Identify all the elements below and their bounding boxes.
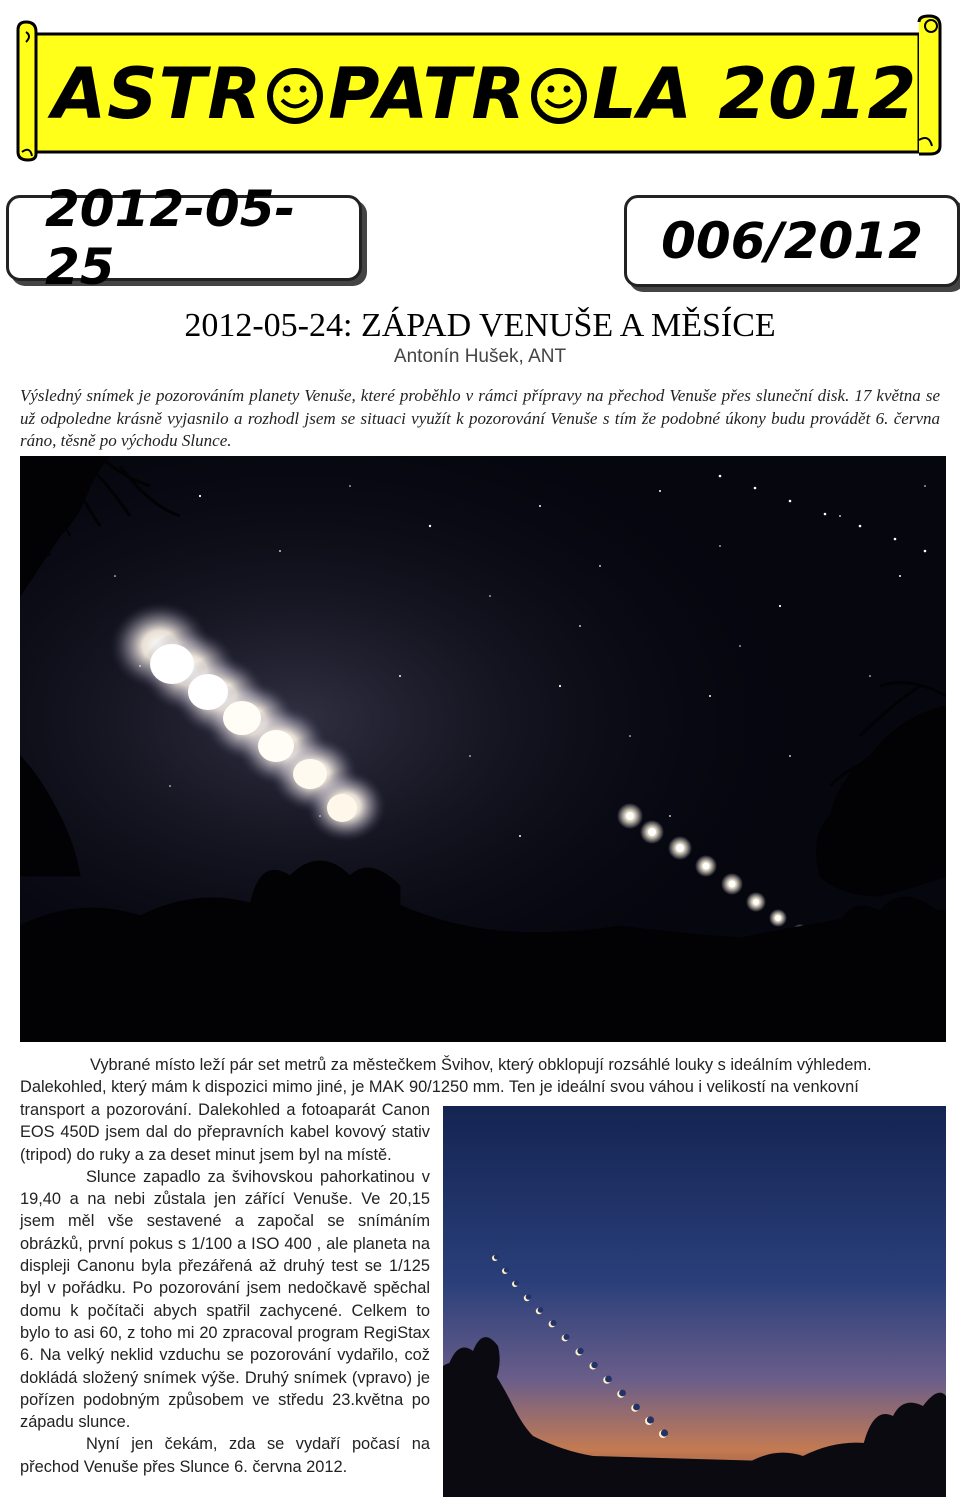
crescent-moon-dusk-photo: [443, 1106, 946, 1497]
issue-number: 006/2012: [661, 212, 923, 270]
article-body-column: [20, 1099, 430, 1478]
second-photo: [443, 1106, 946, 1497]
article-title: 2012-05-24: ZÁPAD VENUŠE A MĚSÍCE: [184, 307, 776, 344]
article-paragraph-3: Slunce zapadlo za švihovskou pahorkatinou v 19,40 a na nebi zůstala jen zářící Venuše. Ve 20,15 jsem měl vše sestavené a započal se snímáním obrázků, první pokus s 1/100 a ISO 400 , ale planeta na displeji Canonu byla přezářená až druhý test se 1/125 byl v pořádku. Po pozorování jsem nedočkavě spěchal domu k počítači abych spatřil zachycené. Celkem to bylo to asi 60, z toho mi 20 zpracoval program RegiStax 6. Na velký neklid vzduchu se pozorování vydařilo, což dokládá složený snímek výše. Druhý snímek (vpravo) je pořízen podobným způsobem ve středu 23.května po západu slunce.: [20, 1167, 430, 1432]
article-author: Antonín Hušek, ANT: [393, 346, 567, 367]
article-paragraph-2-rest: transport a pozorování. Dalekohled a fotoaparát Canon EOS 450D jsem dal do přepravních kabel kovový stativ (tripod) do ruky a za deset minut jsem byl na místě.: [20, 1101, 430, 1164]
article-body-top: [20, 1054, 946, 1099]
venus-moon-sunset-photo: [20, 456, 946, 1042]
issue-date: 2012-05-25: [45, 180, 296, 296]
main-photo: [20, 456, 946, 1042]
masthead-banner: [14, 14, 954, 162]
masthead-title-part3: LA 2012: [592, 53, 918, 135]
article-paragraph-2-start: Dalekohled, který mám k dispozici mimo jiné, je MAK 90/1250 mm. Ten je ideální svou váhou i velikostí na venkovní: [20, 1078, 859, 1097]
masthead-title-part1: ASTR: [52, 53, 263, 135]
masthead-title: [52, 44, 932, 144]
issue-number-box: [624, 195, 960, 287]
article-paragraph-4: Nyní jen čekám, zda se vydaří počasí na přechod Venuše přes Slunce 6. června 2012.: [20, 1435, 430, 1476]
issue-date-box: [6, 180, 362, 296]
masthead-title-part2: PATR: [328, 53, 527, 135]
smiley-icon: [264, 63, 326, 125]
smiley-icon: [528, 63, 590, 125]
article-paragraph-1: Vybrané místo leží pár set metrů za městečkem Švihov, který obklopují rozsáhlé louky s ideálním výhledem.: [90, 1056, 872, 1074]
article-intro: Výsledný snímek je pozorováním planety Venuše, které proběhlo v rámci přípravy na přechod Venuše přes sluneční disk. 17 května se už odpoledne krásně vyjasnilo a rozhodl jsem se situaci využít k pozorování Venuše s tím že podobné úkony budu provádět 6. června ráno, těsně po východu Slunce.: [20, 386, 940, 450]
